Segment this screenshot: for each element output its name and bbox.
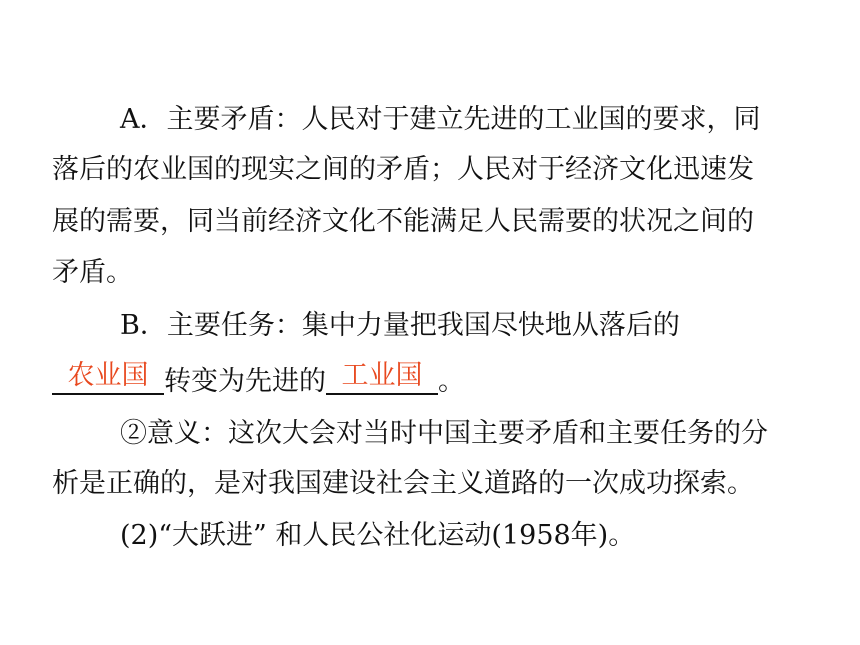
main-task-line-1: B．主要任务：集中力量把我国尽快地从落后的 [120,310,680,341]
significance-line-2: 析是正确的，是对我国建设社会主义道路的一次成功探索。 [52,468,754,499]
significance-line-1: ②意义：这次大会对当时中国主要矛盾和主要任务的分 [120,418,768,449]
main-contradiction-line-1: A．主要矛盾：人民对于建立先进的工业国的要求，同 [120,104,761,135]
blank-2-answer: 工业国 [341,360,423,391]
main-contradiction-line-3: 展的需要，同当前经济文化不能满足人民需要的状况之间的 [52,206,754,237]
main-task-middle-text: 转变为先进的 [164,366,326,397]
blank-2 [326,362,438,402]
blank-2-underline [326,393,438,395]
main-task-end-punct: 。 [438,366,465,397]
main-contradiction-line-4: 矛盾。 [52,257,133,288]
main-task-line-2 [52,362,465,402]
blank-1-answer: 农业国 [67,360,149,391]
main-contradiction-line-2: 落后的农业国的现实之间的矛盾；人民对于经济文化迅速发 [52,154,754,185]
blank-1-underline [52,393,164,395]
item-2-heading: (2)“大跃进” 和人民公社化运动(1958年)。 [120,520,636,551]
blank-1 [52,362,164,402]
